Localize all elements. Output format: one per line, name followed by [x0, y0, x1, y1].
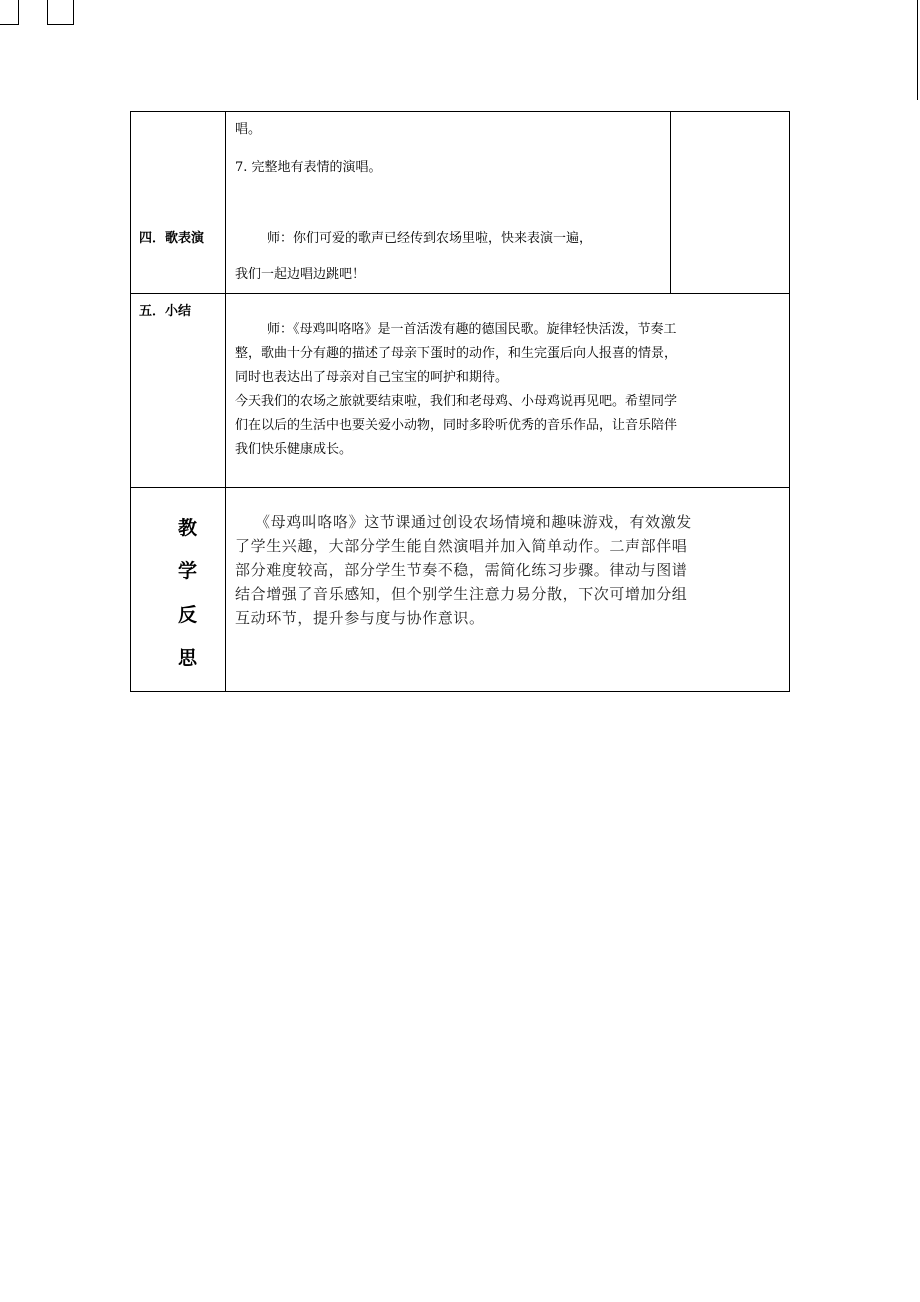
content-line: 7. 完整地有表情的演唱。: [235, 160, 382, 175]
reflection-line: 互动环节，提升参与度与协作意识。: [235, 609, 485, 627]
table-column-divider-right: [670, 111, 671, 294]
section-label-summary: 五．小结: [139, 304, 192, 319]
table-border-top: [130, 111, 790, 112]
page-edge-mark: [917, 0, 918, 100]
section-label-song-performance: 四．歌表演: [139, 231, 205, 246]
table-row-divider-1: [130, 293, 790, 294]
summary-line: 今天我们的农场之旅就要结束啦，我们和老母鸡、小母鸡说再见吧。希望同学: [235, 394, 678, 409]
teacher-line: 师：你们可爱的歌声已经传到农场里啦，快来表演一遍，: [267, 231, 593, 246]
content-line: 唱。: [235, 122, 262, 137]
reflection-line: 结合增强了音乐感知，但个别学生注意力易分散，下次可增加分组: [235, 585, 688, 603]
reflection-label-char: 思: [178, 647, 198, 669]
reflection-line: 了学生兴趣，大部分学生能自然演唱并加入简单动作。二声部伴唱: [235, 537, 688, 555]
summary-line: 同时也表达出了母亲对自己宝宝的呵护和期待。: [235, 370, 509, 385]
reflection-line: 《母鸡叫咯咯》这节课通过创设农场情境和趣味游戏，有效激发: [255, 513, 692, 531]
reflection-label-char: 学: [178, 560, 198, 582]
reflection-label-char: 教: [178, 517, 198, 539]
table-border-left: [130, 111, 131, 692]
table-column-divider: [225, 111, 226, 692]
table-row-divider-2: [130, 487, 790, 488]
corner-mark-box-right: [47, 0, 74, 25]
summary-line: 我们快乐健康成长。: [235, 442, 353, 457]
teacher-line: 我们一起边唱边跳吧！: [235, 267, 366, 282]
summary-line: 师：《母鸡叫咯咯》是一首活泼有趣的德国民歌。旋律轻快活泼，节奏工: [267, 322, 677, 337]
corner-mark-box-left: [0, 0, 19, 25]
summary-line: 整，歌曲十分有趣的描述了母亲下蛋时的动作，和生完蛋后向人报喜的情景，: [235, 346, 678, 361]
reflection-line: 部分难度较高，部分学生节奏不稳，需简化练习步骤。律动与图谱: [235, 561, 688, 579]
table-border-bottom: [130, 691, 790, 692]
table-border-right: [789, 111, 790, 692]
summary-line: 们在以后的生活中也要关爱小动物，同时多聆听优秀的音乐作品，让音乐陪伴: [235, 418, 678, 433]
reflection-label-char: 反: [178, 604, 198, 626]
